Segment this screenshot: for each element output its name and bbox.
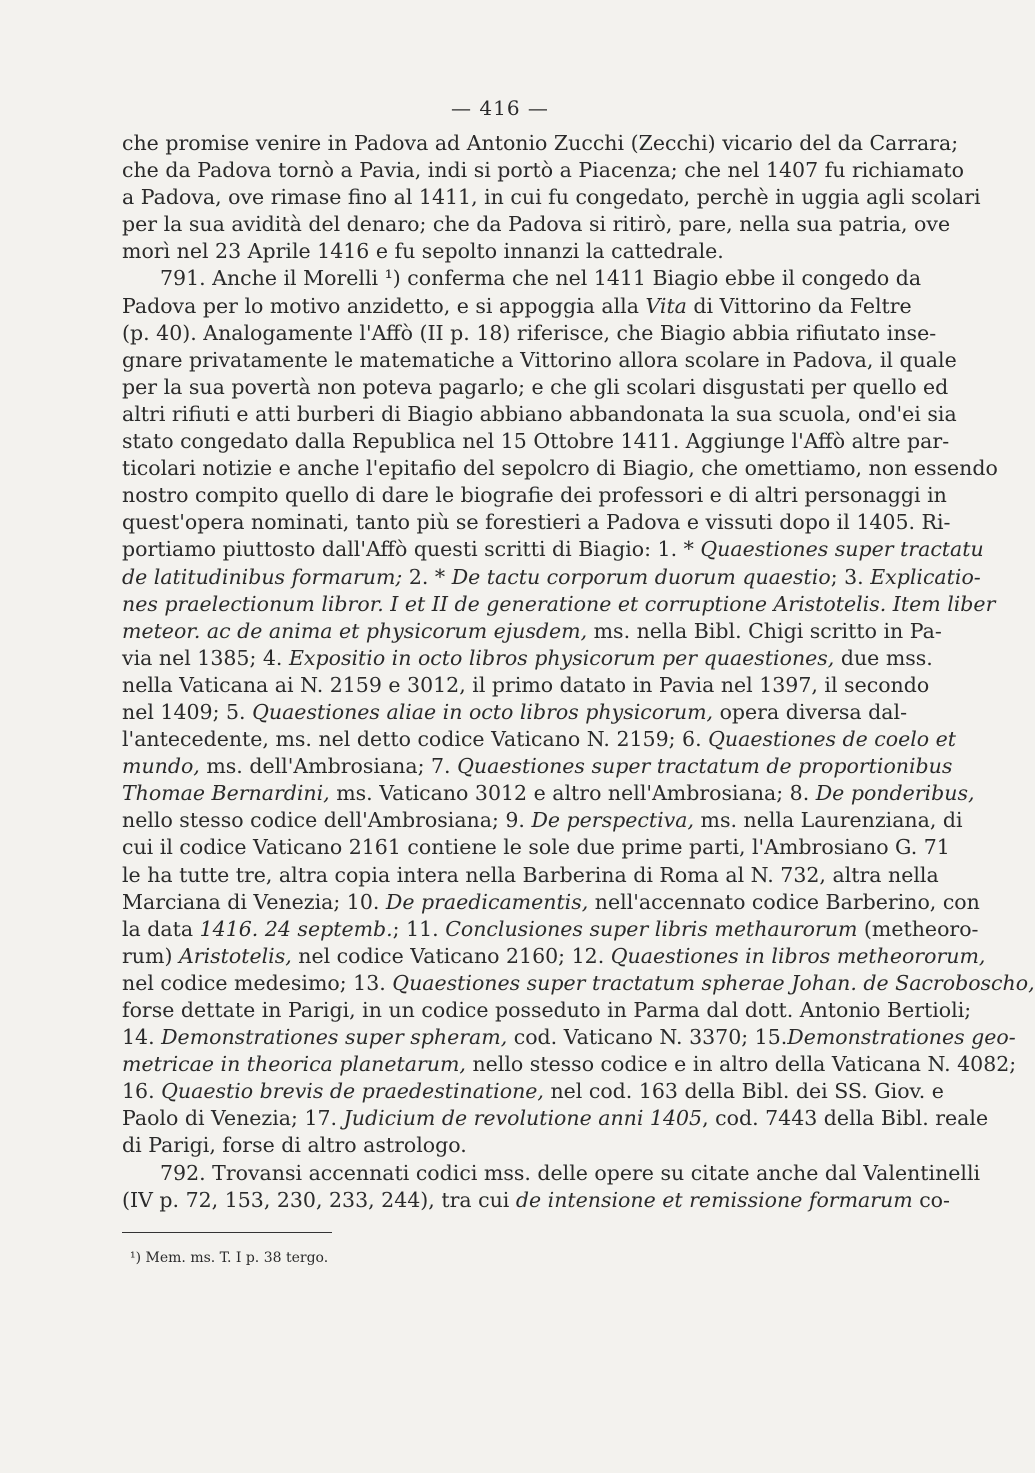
- text-segment: quest'opera nominati, tanto più se forestieri a Padova e vissuti dopo il 1405. Ri-: [122, 510, 951, 535]
- text-segment: nel codice Vaticano 2160; 12.: [291, 943, 611, 968]
- text-line: [122, 916, 979, 943]
- text-segment: 2. *: [402, 564, 452, 589]
- italic-text: Explicatio-: [870, 564, 981, 589]
- italic-text: nes praelectionum libror. I et II de generatione et corruptione Aristotelis. Item liber: [122, 591, 996, 616]
- text-line: [122, 699, 906, 726]
- italic-text: De ponderibus,: [815, 781, 975, 806]
- text-line: [122, 1187, 950, 1214]
- text-segment: cui il codice Vaticano 2161 contiene le sole due prime parti, l'Ambrosiano G. 71: [122, 835, 950, 860]
- italic-text: Demonstrationes super spheram,: [161, 1025, 508, 1050]
- italic-text: De perspectiva,: [531, 808, 694, 833]
- text-segment: cod. Vaticano N. 3370; 15.: [507, 1025, 788, 1050]
- text-segment: rum): [122, 943, 179, 968]
- text-line: [122, 645, 933, 672]
- text-line: [122, 157, 965, 184]
- text-line: [122, 184, 981, 211]
- text-segment: (p. 40). Analogamente l'Affò (II p. 18) riferisce, che Biagio abbia rifiutato inse-: [122, 320, 937, 345]
- footnote-rule: [122, 1232, 332, 1233]
- text-segment: ; 3.: [830, 564, 871, 589]
- text-line: [122, 618, 942, 645]
- text-line: [122, 1051, 1017, 1078]
- text-segment: per la sua povertà non poteva pagarlo; e che gli scolari disgustati per quello ed: [122, 374, 949, 399]
- text-segment: altri rifiuti e atti burberi di Biagio abbiano abbandonata la sua scuola, ond'ei sia: [122, 401, 957, 426]
- italic-text: Expositio in octo libros physicorum per quaestiones,: [288, 645, 835, 670]
- text-line: [122, 1078, 944, 1105]
- text-segment: nello stesso codice dell'Ambrosiana; 9.: [122, 808, 532, 833]
- text-line: [122, 591, 996, 618]
- italic-text: De praedicamentis,: [385, 889, 589, 914]
- text-segment: opera diversa dal-: [713, 699, 907, 724]
- text-line: [122, 862, 939, 889]
- text-line: [122, 455, 998, 482]
- body-text: [122, 130, 1035, 1214]
- italic-text: de latitudinibus formarum;: [122, 564, 403, 589]
- text-segment: forse dettate in Parigi, in un codice posseduto in Parma dal dott. Antonio Bertioli;: [122, 998, 972, 1022]
- text-segment: , cod. 7443 della Bibl. reale: [702, 1106, 989, 1131]
- text-segment: co-: [912, 1187, 950, 1212]
- italic-text: Judicium de revolutione anni 1405: [343, 1106, 703, 1131]
- footnote: ¹) Mem. ms. T. I p. 38 tergo.: [130, 1250, 329, 1266]
- italic-text: 1416. 24 septemb.: [199, 916, 393, 941]
- text-segment: che promise venire in Padova ad Antonio Zucchi (Zecchi) vicario del da Carrara;: [122, 131, 959, 155]
- text-line: [122, 970, 1035, 997]
- text-line: [122, 428, 950, 455]
- text-segment: 16.: [122, 1079, 162, 1104]
- text-line: [122, 834, 950, 861]
- text-line: [122, 726, 957, 753]
- page-number: — 416 —: [451, 96, 549, 120]
- italic-text: meteor. ac de anima et physicorum ejusdem,: [122, 618, 588, 643]
- text-segment: nello stesso codice e in altro della Vaticana N. 4082;: [465, 1052, 1017, 1077]
- text-line: [122, 320, 937, 347]
- text-segment: le ha tutte tre, altra copia intera nella Barberina di Roma al N. 732, altra nella: [122, 862, 939, 887]
- italic-text: Quaestiones super tractatu: [700, 537, 984, 562]
- text-segment: ms. Vaticano 3012 e altro nell'Ambrosiana; 8.: [329, 781, 816, 806]
- text-line: [122, 943, 986, 970]
- italic-text: Quaestiones in libros metheororum,: [610, 943, 986, 968]
- text-line: [122, 672, 930, 699]
- text-segment: (metheoro-: [857, 916, 979, 941]
- text-segment: nostro compito quello di dare le biografie dei professori e di altri personaggi in: [122, 483, 947, 508]
- text-line: [122, 130, 959, 157]
- text-segment: ticolari notizie e anche l'epitafio del sepolcro di Biagio, che omettiamo, non essendo: [122, 456, 998, 481]
- text-segment: che da Padova tornò a Pavia, indi si portò a Piacenza; che nel 1407 fu richiamato: [122, 158, 965, 183]
- italic-text: de intensione et remissione formarum: [515, 1187, 913, 1212]
- text-line: [122, 536, 984, 563]
- text-line: [122, 997, 972, 1024]
- text-segment: (IV p. 72, 153, 230, 233, 244), tra cui: [122, 1187, 516, 1212]
- text-line: [122, 753, 953, 780]
- text-segment: la data: [122, 916, 200, 941]
- text-line: [122, 482, 947, 509]
- text-segment: nel 1409; 5.: [122, 699, 253, 724]
- italic-text: Aristotelis,: [178, 943, 292, 968]
- text-segment: ; 11.: [392, 916, 446, 941]
- text-segment: nel cod. 163 della Bibl. dei SS. Giov. e: [543, 1079, 944, 1104]
- text-line: [122, 807, 963, 834]
- italic-text: metricae in theorica planetarum,: [122, 1052, 466, 1077]
- text-line: [122, 265, 922, 292]
- text-segment: ms. dell'Ambrosiana; 7.: [199, 754, 458, 779]
- text-line: [122, 564, 981, 591]
- text-segment: Paolo di Venezia; 17.: [122, 1106, 344, 1131]
- text-line: [122, 293, 912, 320]
- text-segment: portiamo piuttosto dall'Affò questi scritti di Biagio: 1. *: [122, 537, 701, 562]
- text-segment: morì nel 23 Aprile 1416 e fu sepolto innanzi la cattedrale.: [122, 239, 724, 264]
- text-segment: di Parigi, forse di altro astrologo.: [122, 1133, 467, 1158]
- text-segment: per la sua avidità del denaro; che da Padova si ritirò, pare, nella sua patria, ove: [122, 212, 951, 237]
- text-segment: l'antecedente, ms. nel detto codice Vaticano N. 2159; 6.: [122, 727, 709, 752]
- text-segment: ms. nella Bibl. Chigi scritto in Pa-: [587, 618, 942, 643]
- italic-text: Conclusiones super libris methaurorum: [445, 916, 858, 941]
- text-segment: di Vittorino da Feltre: [686, 293, 912, 318]
- italic-text: Quaestio brevis de praedestinatione,: [161, 1079, 544, 1104]
- text-line: [122, 374, 949, 401]
- text-segment: a Padova, ove rimase fino al 1411, in cui fu congedato, perchè in uggia agli scolari: [122, 185, 981, 210]
- text-segment: 792. Trovansi accennati codici mss. delle opere su citate anche dal Valentinelli: [160, 1160, 981, 1185]
- text-segment: stato congedato dalla Republica nel 15 Ottobre 1411. Aggiunge l'Affò altre par-: [122, 429, 950, 454]
- text-line: [122, 1024, 1016, 1051]
- text-line: [122, 211, 951, 238]
- text-segment: nel codice medesimo; 13.: [122, 970, 393, 995]
- text-line: [122, 509, 951, 536]
- text-segment: nell'accennato codice Barberino, con: [588, 889, 980, 914]
- text-line: [122, 1160, 981, 1187]
- text-line: [122, 1132, 906, 1159]
- italic-text: Quaestiones super tractatum spherae Johan. de Sacroboscho,: [392, 970, 1035, 995]
- text-segment: nella Vaticana ai N. 2159 e 3012, il primo datato in Pavia nel 1397, il secondo: [122, 672, 930, 697]
- text-line: [122, 780, 975, 807]
- text-segment: gnare privatamente le matematiche a Vittorino allora scolare in Padova, il quale: [122, 347, 957, 372]
- italic-text: Quaestiones aliae in octo libros physicorum,: [252, 699, 714, 724]
- text-line: [122, 238, 906, 265]
- text-segment: due mss.: [834, 645, 933, 670]
- italic-text: mundo,: [122, 754, 200, 779]
- text-segment: 791. Anche il Morelli ¹) conferma che nel 1411 Biagio ebbe il congedo da: [160, 266, 922, 291]
- text-segment: via nel 1385; 4.: [122, 645, 289, 670]
- italic-text: De tactu corporum duorum quaestio: [451, 564, 831, 589]
- text-line: [122, 401, 957, 428]
- italic-text: Quaestiones super tractatum de proportionibus: [457, 754, 953, 779]
- text-segment: 14.: [122, 1025, 162, 1050]
- text-segment: Padova per lo motivo anzidetto, e si appoggia alla: [122, 293, 646, 318]
- italic-text: Quaestiones de coelo et: [708, 727, 957, 752]
- text-segment: Marciana di Venezia; 10.: [122, 889, 386, 914]
- text-line: [122, 1105, 989, 1132]
- italic-text: Thomae Bernardini,: [122, 781, 330, 806]
- text-line: [122, 347, 957, 374]
- italic-text: Vita: [645, 293, 687, 318]
- italic-text: Demonstrationes geo-: [787, 1025, 1016, 1050]
- text-segment: ms. nella Laurenziana, di: [693, 808, 963, 833]
- text-line: [122, 889, 980, 916]
